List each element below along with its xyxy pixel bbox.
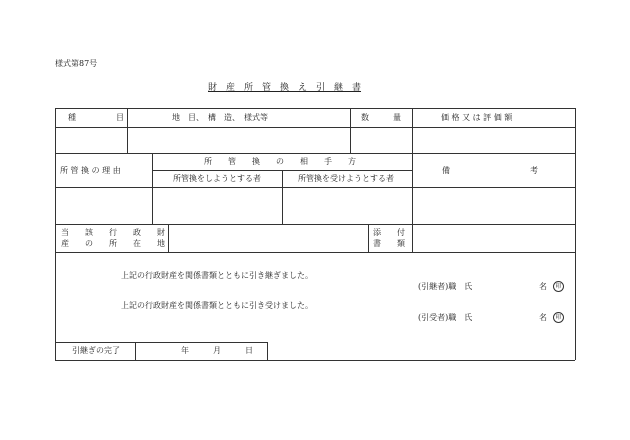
quantity-header: 数 量 (361, 113, 401, 122)
location-header: 地 目、 構 造、 様式等 (172, 113, 268, 122)
attachments-line2: 書 類 (373, 239, 405, 248)
reason-label: 所 管 換 の 理 由 (60, 166, 121, 175)
admin-property-line1: 当 該 行 政 財 (61, 228, 165, 237)
handover-name-label: 名 (539, 282, 547, 291)
handover-statement: 上記の行政財産を関係書類とともに引き継ぎました。 (121, 271, 313, 280)
giver-label: 所管換をしようとする者 (173, 174, 261, 183)
receiver-label: 所管換を受けようとする者 (298, 174, 394, 183)
receive-statement: 上記の行政財産を関係書類とともに引き受けました。 (121, 301, 313, 310)
receiver-seal-icon: 印 (553, 312, 564, 323)
kind-header: 種 目 (68, 113, 124, 122)
receiver-person-label: (引受者)職 氏 (418, 313, 473, 322)
completion-date: 年 月 日 (181, 346, 253, 355)
handover-person-label: (引継者)職 氏 (418, 282, 473, 291)
counterparty-heading: 所 管 換 の 相 手 方 (204, 157, 356, 166)
form-number: 様式第87号 (55, 59, 98, 68)
admin-property-line2: 産 の 所 在 地 (61, 239, 165, 248)
price-header: 価 格 又 は 評 価 額 (441, 113, 513, 122)
remarks-label: 備 考 (442, 166, 538, 175)
completion-label: 引継ぎの完了 (72, 346, 120, 355)
attachments-line1: 添 付 (373, 228, 405, 237)
handover-seal-icon: 印 (553, 281, 564, 292)
form-title: 財 産 所 管 換 え 引 継 書 (208, 83, 362, 93)
receiver-name-label: 名 (539, 313, 547, 322)
